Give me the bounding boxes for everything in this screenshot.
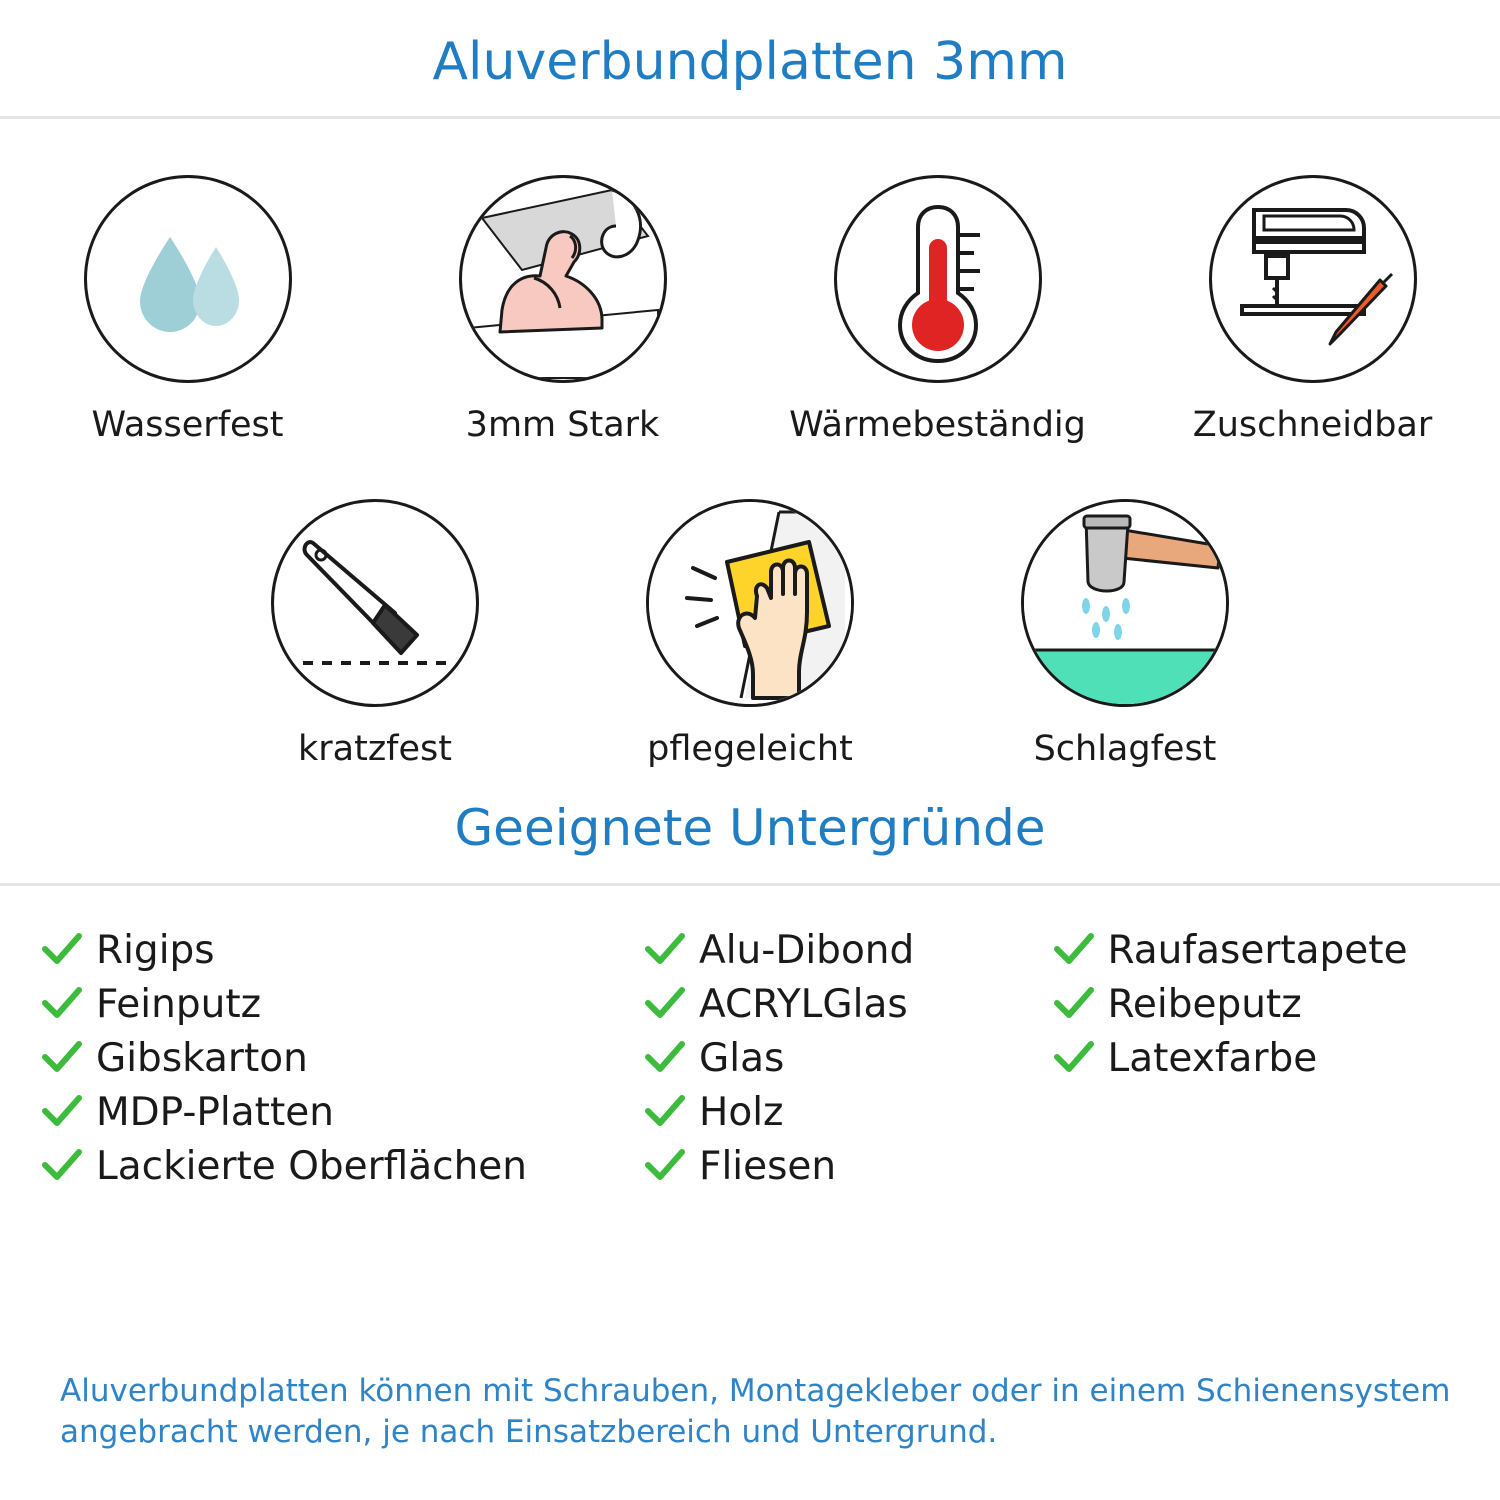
feature-kratzfest	[188, 499, 563, 769]
check-icon	[643, 933, 687, 967]
feature-label: Schlagfest	[1033, 729, 1217, 769]
check-icon	[40, 987, 84, 1021]
list-item	[643, 1032, 1052, 1084]
list-item	[40, 1086, 643, 1138]
check-icon	[1052, 987, 1096, 1021]
list-item	[643, 1086, 1052, 1138]
list-item-label: Rigips	[96, 927, 215, 973]
list-item-label: Lackierte Oberflächen	[96, 1143, 528, 1189]
feature-label: kratzfest	[297, 729, 452, 769]
list-item-label: Fliesen	[699, 1143, 837, 1189]
check-icon	[1052, 1041, 1096, 1075]
check-icon	[40, 1095, 84, 1129]
feature-waermebestaendig	[750, 175, 1125, 445]
list-item-label: Alu-Dibond	[699, 927, 915, 973]
feature-pflegeleicht	[563, 499, 938, 769]
feature-row-2	[0, 499, 1500, 769]
substrates-column-1	[40, 924, 643, 1194]
feature-label: Zuschneidbar	[1192, 405, 1433, 445]
list-item-label: Feinputz	[96, 981, 262, 1027]
knife-scratch-icon	[285, 513, 465, 693]
list-item	[643, 978, 1052, 1030]
list-item	[1052, 1032, 1461, 1084]
list-item-label: Latexfarbe	[1107, 1035, 1318, 1081]
list-item	[643, 924, 1052, 976]
list-item-label: Reibeputz	[1107, 981, 1302, 1027]
list-item-label: Glas	[699, 1035, 785, 1081]
feature-icon-circle	[271, 499, 479, 707]
feature-label: Wärmebeständig	[789, 405, 1086, 445]
list-item	[40, 924, 643, 976]
substrates-column-3	[1052, 924, 1461, 1194]
feature-row-1	[0, 175, 1500, 445]
list-item	[643, 1140, 1052, 1192]
list-item-label: Raufasertapete	[1107, 927, 1408, 973]
substrates-list	[0, 886, 1500, 1194]
list-item	[1052, 924, 1461, 976]
feature-zuschneidbar	[1125, 175, 1500, 445]
list-item-label: MDP-Platten	[96, 1089, 334, 1135]
check-icon	[643, 1041, 687, 1075]
water-drops-icon	[98, 189, 278, 369]
feature-icon-circle	[84, 175, 292, 383]
feature-icon-circle	[646, 499, 854, 707]
page-title: Aluverbundplatten 3mm	[432, 32, 1068, 92]
feature-label: pflegeleicht	[647, 729, 853, 769]
check-icon	[40, 933, 84, 967]
check-icon	[643, 987, 687, 1021]
feature-schlagfest	[938, 499, 1313, 769]
feature-icon-circle	[459, 175, 667, 383]
substrates-title: Geeignete Untergründe	[454, 799, 1046, 857]
list-item-label: ACRYLGlas	[699, 981, 908, 1027]
list-item	[40, 1032, 643, 1084]
check-icon	[1052, 933, 1096, 967]
list-item	[40, 1140, 643, 1192]
list-item-label: Gibskarton	[96, 1035, 308, 1081]
feature-3mm-stark	[375, 175, 750, 445]
footnote-text: Aluverbundplatten können mit Schrauben, Montagekleber oder in einem Schienensystem angebracht werden, je nach Einsatzbereich und Untergrund.	[60, 1372, 1451, 1451]
substrates-column-2	[643, 924, 1052, 1194]
list-item	[1052, 978, 1461, 1030]
feature-icon-circle	[1021, 499, 1229, 707]
hammer-impact-icon	[1024, 502, 1226, 704]
check-icon	[40, 1041, 84, 1075]
cleaning-cloth-icon	[649, 502, 851, 704]
check-icon	[643, 1095, 687, 1129]
check-icon	[643, 1149, 687, 1183]
thermometer-icon	[848, 189, 1028, 369]
feature-icon-circle	[1209, 175, 1417, 383]
feature-label: 3mm Stark	[465, 405, 660, 445]
feature-icon-circle	[834, 175, 1042, 383]
feature-grid	[0, 119, 1500, 769]
list-item-label: Holz	[699, 1089, 784, 1135]
check-icon	[40, 1149, 84, 1183]
jigsaw-cutter-icon	[1220, 186, 1406, 372]
list-item	[40, 978, 643, 1030]
feature-label: Wasserfest	[91, 405, 284, 445]
flexing-arm-icon	[462, 178, 664, 380]
feature-wasserfest	[0, 175, 375, 445]
